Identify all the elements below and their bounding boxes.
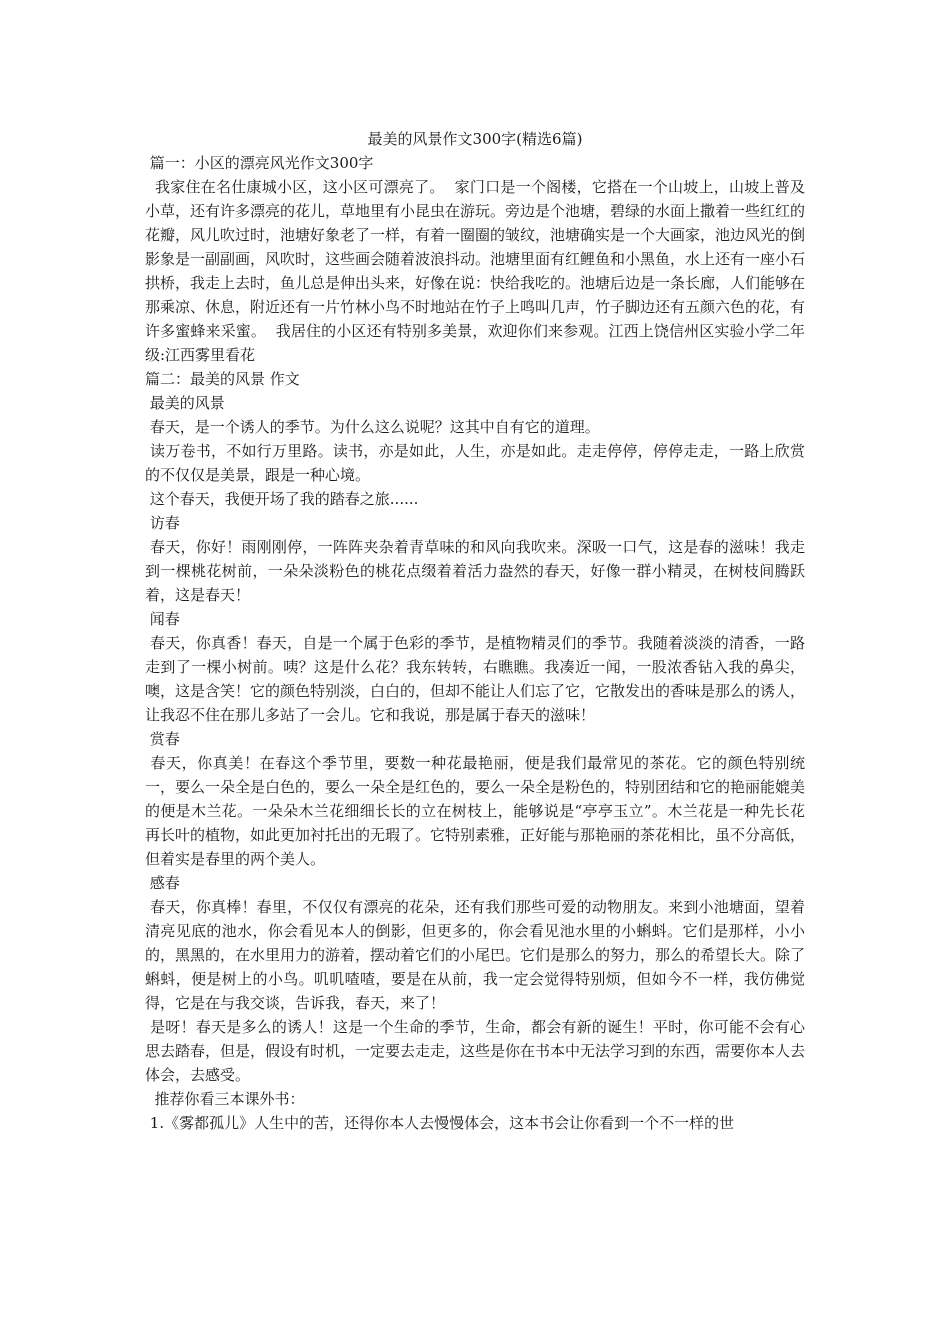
paragraph: 春天，是一个诱人的季节。为什么这么说呢？这其中自有它的道理。 (145, 418, 600, 436)
paragraph: 春天，你真棒！春里，不仅仅有漂亮的花朵，还有我们那些可爱的动物朋友。来到小池塘面，望着清亮见底的池水，你会看见本人的倒影，但更多的，你会看见池水里的小蝌蚪。它们是那样，小小的，黑黑的，在水里用力的游着，摆动着它们的小尾巴。它们是那么的努力，那么的希望长大。除了蝌蚪，便是树上的小鸟。叽叽喳喳，要是在从前，我一定会觉得特别烦，但如今不一样，我仿佛觉得，它是在与我交谈，告诉我，春天，来了！ (145, 898, 806, 1012)
paragraph: 春天，你好！雨刚刚停，一阵阵夹杂着青草味的和风向我吹来。深吸一口气，这是春的滋味！我走到一棵桃花树前，一朵朵淡粉色的桃花点缀着着活力盎然的春天，好像一群小精灵，在树枝间腾跃着，这是春天！ (145, 538, 805, 604)
paragraph: 是呀！春天是多么的诱人！这是一个生命的季节，生命，都会有新的诞生！平时，你可能不会有心思去踏春，但是，假设有时机，一定要去走走，这些是你在书本中无法学习到的东西，需要你本人去体会，去感受。 (145, 1018, 806, 1084)
paragraph: 春天，你真香！春天，自是一个属于色彩的季节，是植物精灵们的季节。我随着淡淡的清香，一路走到了一棵小树前。咦？这是什么花？我东转转，右瞧瞧。我凑近一闻，一股浓香钻入我的鼻尖，噢，这是含笑！它的颜色特别淡，白白的，但却不能让人们忘了它，它散发出的香味是那么的诱人，让我忍不住在那儿多站了一会儿。它和我说，那是属于春天的滋味！ (145, 634, 806, 724)
document-body (145, 127, 805, 1135)
section-heading: 篇二：最美的风景 作文 (145, 370, 300, 388)
subheading: 最美的风景 (145, 394, 225, 412)
subheading: 感春 (145, 874, 180, 892)
paragraph: 1.《雾都孤儿》人生中的苦，还得你本人去慢慢体会，这本书会让你看到一个不一样的世 (145, 1114, 735, 1132)
subheading: 赏春 (145, 730, 180, 748)
subheading: 闻春 (145, 610, 180, 628)
paragraph: 春天，你真美！在春这个季节里，要数一种花最艳丽，便是我们最常见的茶花。它的颜色特别统一，要么一朵全是白色的，要么一朵全是红色的，要么一朵全是粉色的，特别团结和它的艳丽能媲美的便是木兰花。一朵朵木兰花细细长长的立在树枝上，能够说是“亭亭玉立”。木兰花是一种先长花再长叶的植物，如此更加衬托出的无瑕了。它特别素雅，正好能与那艳丽的茶花相比，虽不分高低，但着实是春里的两个美人。 (145, 754, 806, 868)
paragraph: 这个春天，我便开场了我的踏春之旅...... (145, 490, 419, 508)
section-heading: 篇一：小区的漂亮风光作文300字 (145, 154, 374, 172)
subheading: 访春 (145, 514, 180, 532)
paragraph: 我家住在名仕康城小区，这小区可漂亮了。 家门口是一个阁楼，它搭在一个山坡上，山坡上普及小草，还有许多漂亮的花儿，草地里有小昆虫在游玩。旁边是个池塘，碧绿的水面上撒着一些红红的花瓣，风儿吹过时，池塘好象老了一样，有着一圈圈的皱纹，池塘确实是一个大画家，池边风光的倒影象是一副副画，风吹时，这些画会随着波浪抖动。池塘里面有红鲤鱼和小黑鱼，水上还有一座小石拱桥，我走上去时，鱼儿总是伸出头来，好像在说：快给我吃的。池塘后边是一条长廊，人们能够在那乘凉、休息，附近还有一片竹林小鸟不时地站在竹子上鸣叫几声，竹子脚边还有五颜六色的花，有许多蜜蜂来采蜜。 我居住的小区还有特别多美景，欢迎你们来参观。江西上饶信州区实验小学二年级:江西雾里看花 (145, 178, 806, 364)
paragraph: 读万卷书，不如行万里路。读书，亦是如此，人生，亦是如此。走走停停，停停走走，一路上欣赏的不仅仅是美景，跟是一种心境。 (145, 442, 805, 484)
document-title: 最美的风景作文300字(精选6篇) (367, 130, 583, 148)
paragraph: 推荐你看三本课外书： (145, 1090, 305, 1108)
